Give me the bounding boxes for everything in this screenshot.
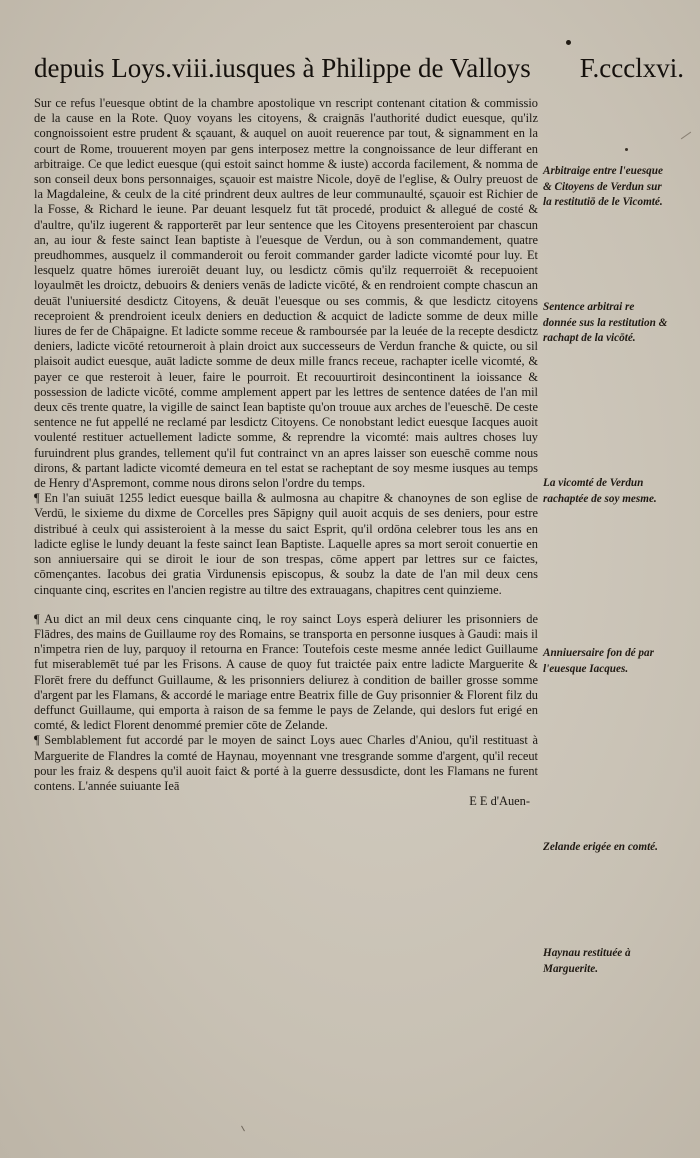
margin-note-anniuersaire: Anniuersaire fon dé par l'euesque Iacques. [543, 647, 654, 675]
running-title: depuis Loys.viii.iusques à Philippe de Valloys [34, 53, 531, 83]
paper-scratch [681, 132, 691, 140]
margin-note-zelande: Zelande erigée en comté. [543, 841, 658, 853]
margin-note-vicomte: La vicomté de Verdun rachaptée de soy mesme. [543, 477, 657, 505]
main-text-column [34, 96, 538, 809]
ink-dot [566, 40, 571, 45]
page-header [34, 50, 684, 90]
ink-speck [625, 148, 628, 151]
paragraph-haynau: ¶ Semblablement fut accordé par le moyen de sainct Loys auec Charles d'Aniou, qu'il restituast à Marguerite de Flandres la comté de Haynau, moyennant vne tresgrande somme d'argent, qu'il receut pour les fraiz & despens qu'il auoit faict & porté à la guerre dessusdicte, dont les Flamans ne furent contens. L'année suiuante Ieā [34, 733, 538, 793]
paragraph-arbitration: Sur ce refus l'euesque obtint de la chambre apostolique vn rescript contenant citation & commissio de la cause en la Rote. Quoy voyans les citoyens, & craignās l'authorité dudict euesque, qu'ilz congnoissoient estre prudent & sçauant, & auquel on auoit reuerence par tout, & signamment en la court de Rome, trouuerent moyen par gens interposez mettre la congnoissance de leur differant en arbitraige. Ce que ledict euesque (qui estoit sainct homme & iuste) accorda facilement, & nomma de son conseil deux bons personnaiges, sçauoir est maistre Nicole, doyē de l'eglise, & Oulry preuost de la Magdaleine, & ceulx de la cité prindrent deux aultres de leur communaulté, sçauoir est Richier de la Fosse, & Richard le ieune. Par deuant lesquelz fut tāt procedé, produict & allegué de costé & d'aultre, qu'ilz iugerent & rapporterēt par leur sentence que les Citoyens presenteroient par chascun an, au iour & feste sainct Iean baptiste à l'euesque de Verdun, ou à son commandement, quatre preudhommes, ausquelz il commanderoit ou feroit commander garder ladicte vicomté pour luy. Et lesquelz quatre hōmes iureroiēt deuant luy, ou lesdictz cōmis qu'ilz requerroiēt & recepuoient loyaulmēt les droictz, debuoirs & deniers venās de ladicte vicōté, & en rendroient compte chascun an deuāt l'uniuersité desdictz Citoyens, & deuāt l'euesque ou ses commis, & que lesdictz citoyens receproient & prendroient iceulx deniers en deduction & acquict de ladicte somme de deux mille liures de fer de Chāpaigne. Et ladicte somme receue & ramboursée par la leuée de la recepte desdictz deniers, ladicte vicōté retourneroit à plain droict aux successeurs de Verdun franche & quicte, ou sil plaisoit audict euesque, auāt ladicte somme de deux mille francs receue, rachapter icelle vicomté, & payer ce que resteroit à leuer, faire le pourroit. Et recouurtiroit desincontinent la ioissance & possession de ladicte vicōté, comme amplement appert par les lettres de sentence datées de l'an mil deux cēs trente quatre, la vigille de sainct Iean baptiste qu'on trouue aux arches de l'eueschē. De ceste sentence ne fut appellé ne reclamé par lesdictz Citoyens. Ce nonobstant ledict euesque Iacques auoit voulenté restituer actuellement ladicte somme, & reprendre la vicomté: mais aultres choses luy furuindrent plus grandes, tellement qu'il fut contrainct vn an apres laisser son eueschē comme nous dirons, & partant ladicte vicomté demeura en tel estat se racheptant de soy mesme iusques au temps de Henry d'Aspremont, comme nous dirons selon l'ordre du temps. [34, 96, 538, 491]
signature-catchword: E E d'Auen- [469, 794, 530, 809]
paragraph-zelande: ¶ Au dict an mil deux cens cinquante cinq, le roy sainct Loys esperà deliurer les prisonniers de Flādres, des mains de Guillaume roy des Romains, se transporta en personne iusques à Gaudi: mais il n'impetra rien de luy, parquoy il retourna en France: Toutefois ceste mesme année ledict Guillaume fut miserablemēt tué par les Frisons. A cause de quoy fut traictée paix entre ladicte Marguerite & Florēt frere du deffunct Guillaume, & les prisonniers deliurez à condition de bailler grosse somme d'argent par les Flamans, & accordé le mariage entre Beatrix fille de Guy prisonnier & Florent filz du deffunct Guillaume, qui emporta à raison de sa femme le pays de Zelande, qui deslors fut erigé en comté, & ledict Florent denommé premier cōte de Zelande. [34, 611, 538, 733]
paper-mark [241, 1126, 245, 1132]
margin-note-sentence: Sentence arbitrai re donnée sus la restitution & rachapt de la vicōté. [543, 301, 668, 344]
paragraph-anniversary: ¶ En l'an suiuāt 1255 ledict euesque bailla & aulmosna au chapitre & chanoynes de son eglise de Verdū, le sixieme du dixme de Corcelles pres Sāpigny quil auoit acquis de ses deniers, pour estre distribué à ceulx qui assisteroient à la messe du saict Esprit, qu'il ordōna celebrer tous les ans en ladicte eglise le lundy deuant la feste sainct Iean Baptiste. Laquelle apres sa mort seroit conuertie en son anniuersaire qui se diroit le iour de son trespas, cōme appert par lettres sur ce faictes, cōmençantes. Iacobus dei gratia Virdunensis episcopus, & soubz la date de l'an mil deux cens cinquante cinq, escrites en l'ancien registre au tiltre des extrauagans, chapitres cent quinzieme. [34, 491, 538, 597]
folio-number: F.ccclxvi. [579, 53, 684, 83]
margin-note-haynau: Haynau restituée à Marguerite. [543, 947, 631, 975]
margin-note-arbitraige: Arbitraige entre l'euesque & Citoyens de Verdun sur la restitutiō de le Vicomté. [543, 165, 663, 208]
